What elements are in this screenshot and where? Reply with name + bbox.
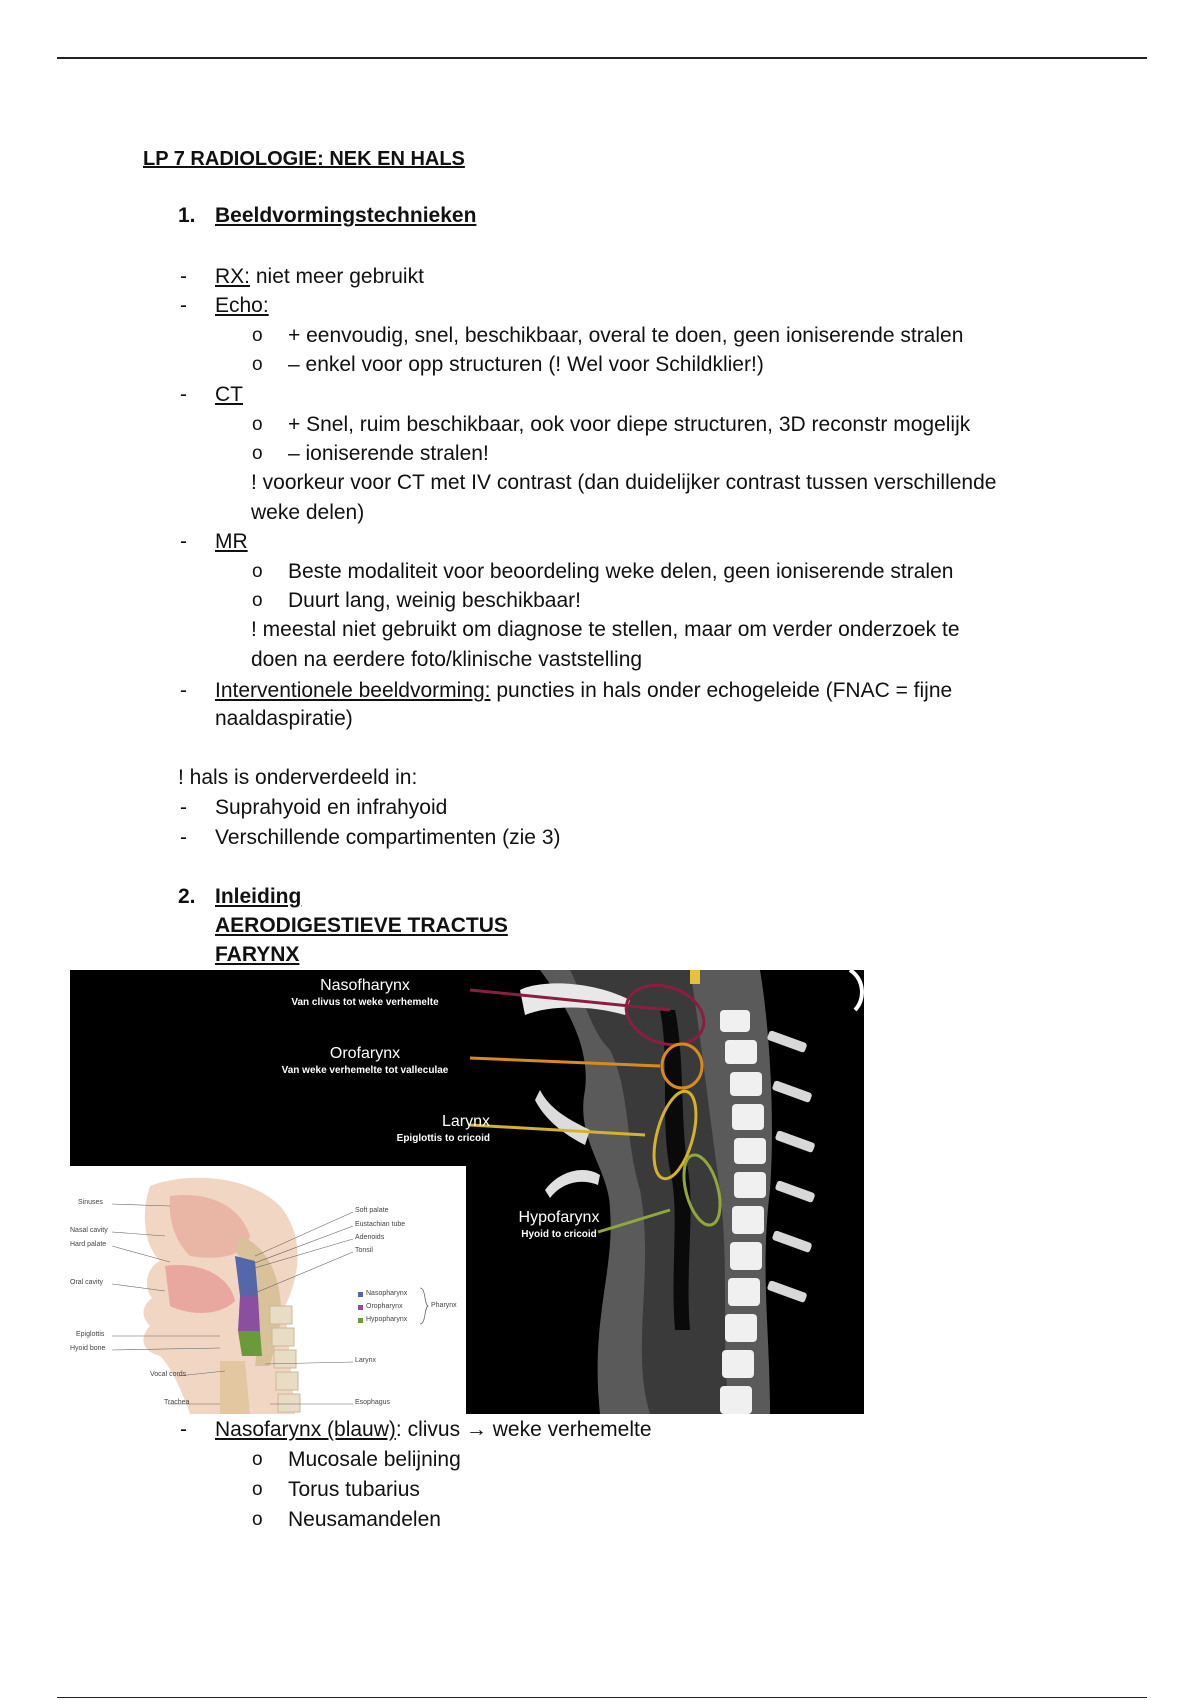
- pharynx-oro-region: [238, 1296, 260, 1331]
- mr-label: MR: [215, 530, 248, 553]
- circle-bullet-icon: o: [252, 561, 263, 582]
- nasofarynx-bullet: Mucosale belijning: [288, 1448, 461, 1471]
- circle-bullet-icon: o: [252, 1509, 263, 1530]
- interventioneel-line: [215, 676, 952, 706]
- hals-intro: ! hals is onderverdeeld in:: [178, 766, 418, 789]
- ct-label-desc: Epiglottis to cricoid: [396, 1133, 490, 1144]
- dash-marker: -: [180, 1418, 187, 1441]
- echo-bullet: + eenvoudig, snel, beschikbaar, overal te doen, geen ioniserende stralen: [288, 324, 964, 347]
- ct-label-name: Nasofharynx: [320, 977, 410, 994]
- anatomy-label: Adenoids: [355, 1234, 385, 1241]
- ct-label-larynx: [370, 1112, 490, 1146]
- legend-swatch-hypo: [358, 1318, 363, 1323]
- anatomy-label: Oral cavity: [70, 1279, 104, 1286]
- anatomy-inset: [70, 1166, 466, 1414]
- interventioneel-text-cont: naaldaspiratie): [215, 707, 353, 730]
- ct-bullet: + Snel, ruim beschikbaar, ook voor diepe structuren, 3D reconstr mogelijk: [288, 413, 971, 436]
- circle-bullet-icon: o: [252, 443, 263, 464]
- bottom-rule: [57, 1697, 1147, 1698]
- interventioneel-label: Interventionele beeldvorming:: [215, 679, 491, 702]
- ct-label-desc: Van weke verhemelte tot valleculae: [281, 1065, 449, 1076]
- nasofarynx-line: [215, 1415, 652, 1445]
- anatomy-label: Nasal cavity: [70, 1227, 108, 1234]
- ct-label-hypofarynx: [504, 1208, 614, 1242]
- anatomy-label: Trachea: [164, 1399, 190, 1406]
- echo-label: Echo:: [215, 294, 269, 317]
- page-title: LP 7 RADIOLOGIE: NEK EN HALS: [143, 148, 465, 170]
- anatomy-label: Soft palate: [355, 1207, 389, 1214]
- ct-label-desc: Hyoid to cricoid: [521, 1229, 597, 1240]
- ct-note: ! voorkeur voor CT met IV contrast (dan duidelijker contrast tussen verschillende: [251, 471, 997, 494]
- mr-note: ! meestal niet gebruikt om diagnose te stellen, maar om verder onderzoek te: [251, 618, 960, 641]
- section2-subheading: FARYNX: [215, 943, 300, 966]
- ct-label-nasofarynx: [270, 976, 460, 1010]
- circle-bullet-icon: o: [252, 590, 263, 611]
- anatomy-label: Esophagus: [355, 1399, 391, 1406]
- mr-note: doen na eerdere foto/klinische vaststelling: [251, 648, 643, 671]
- ct-label-orofarynx: [270, 1044, 460, 1078]
- mr-bullet: Duurt lang, weinig beschikbaar!: [288, 589, 581, 612]
- nasofarynx-text: : clivus → weke verhemelte: [395, 1418, 652, 1441]
- anatomy-label: Tonsil: [355, 1247, 373, 1254]
- section1-heading: Beeldvormingstechnieken: [215, 204, 477, 227]
- circle-bullet-icon: o: [252, 1449, 263, 1470]
- ct-label-name: Hypofarynx: [518, 1209, 600, 1226]
- legend-swatch-naso: [358, 1292, 363, 1297]
- nasofarynx-bullet: Neusamandelen: [288, 1508, 441, 1531]
- section2-subheading: AERODIGESTIEVE TRACTUS: [215, 914, 508, 937]
- hals-item: Verschillende compartimenten (zie 3): [215, 826, 561, 849]
- anatomy-label: Hyoid bone: [70, 1345, 106, 1352]
- top-rule: [57, 57, 1147, 59]
- nasofarynx-bullet: Torus tubarius: [288, 1478, 420, 1501]
- dash-marker: -: [180, 796, 187, 819]
- pharynx-hypo-region: [238, 1331, 262, 1356]
- legend-swatch-oro: [358, 1305, 363, 1310]
- dash-marker: -: [180, 294, 187, 317]
- section2-heading: Inleiding: [215, 885, 302, 908]
- anatomy-label: Epiglottis: [76, 1331, 105, 1338]
- mr-bullet: Beste modaliteit voor beoordeling weke delen, geen ioniserende stralen: [288, 560, 954, 583]
- section2-number: 2.: [178, 885, 196, 908]
- circle-bullet-icon: o: [252, 1479, 263, 1500]
- hals-item: Suprahyoid en infrahyoid: [215, 796, 448, 819]
- anatomy-label: Vocal cords: [150, 1371, 187, 1378]
- ct-label-name: Larynx: [441, 1113, 490, 1130]
- pharynx-figure: [70, 970, 864, 1414]
- nasofarynx-label: Nasofarynx (blauw): [215, 1418, 396, 1441]
- ct-bullet: – ioniserende stralen!: [288, 442, 489, 465]
- ct-note: weke delen): [251, 501, 365, 524]
- dash-marker: -: [180, 826, 187, 849]
- dash-marker: -: [180, 530, 187, 553]
- dash-marker: -: [180, 679, 187, 702]
- ct-label: CT: [215, 383, 243, 406]
- anatomy-label: Sinuses: [78, 1199, 103, 1206]
- anatomy-label: Hard palate: [70, 1241, 107, 1248]
- circle-bullet-icon: o: [252, 325, 263, 346]
- legend-label: Oropharynx: [366, 1303, 403, 1310]
- anatomy-label: Eustachian tube: [355, 1221, 406, 1228]
- circle-bullet-icon: o: [252, 354, 263, 375]
- dash-marker: -: [180, 383, 187, 406]
- echo-bullet: – enkel voor opp structuren (! Wel voor Schildklier!): [288, 353, 764, 376]
- legend-group-label: Pharynx: [431, 1302, 457, 1309]
- circle-bullet-icon: o: [252, 414, 263, 435]
- rx-label: RX:: [215, 265, 251, 288]
- rx-text: niet meer gebruikt: [250, 265, 424, 288]
- anatomy-label: Larynx: [355, 1357, 377, 1364]
- legend-label: Hypopharynx: [366, 1316, 408, 1323]
- legend-label: Nasopharynx: [366, 1290, 408, 1297]
- section1-number: 1.: [178, 204, 196, 227]
- interventioneel-text: puncties in hals onder echogeleide (FNAC = fijne: [490, 679, 953, 702]
- dash-marker: -: [180, 265, 187, 288]
- ct-label-desc: Van clivus tot weke verhemelte: [291, 997, 439, 1008]
- rx-line: [215, 262, 424, 292]
- ct-label-name: Orofarynx: [329, 1045, 401, 1062]
